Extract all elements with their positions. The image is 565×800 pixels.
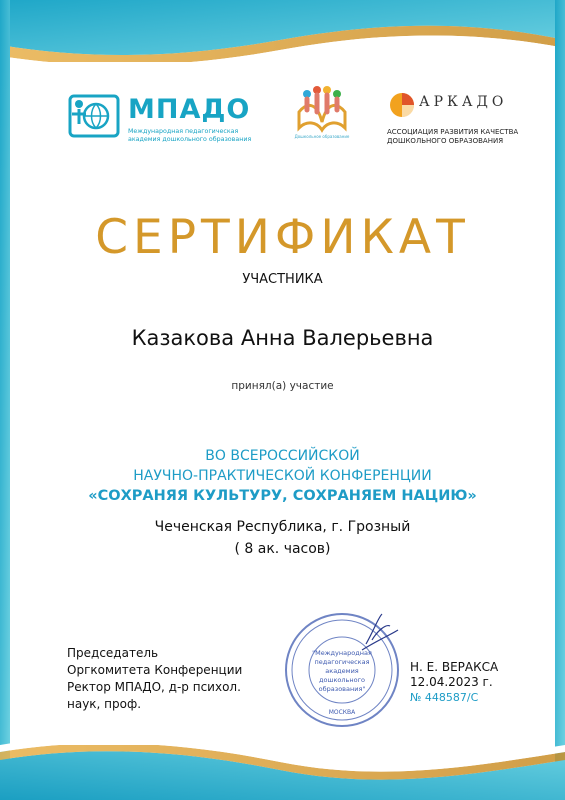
conference-line1: ВО ВСЕРОССИЙСКОЙ xyxy=(205,448,360,464)
certificate-number: № 448587/С xyxy=(410,691,479,704)
mpado-subtitle: Международная педагогическая академия дошкольного образования xyxy=(128,128,252,143)
issue-date: 12.04.2023 г. xyxy=(410,675,493,689)
mpado-globe-person-icon xyxy=(66,92,124,144)
stamp-city: МОСКВА xyxy=(328,709,356,716)
person-name: Казакова Анна Валерьевна xyxy=(131,326,434,350)
conference-name: «СОХРАНЯЯ КУЛЬТУРУ, СОХРАНЯЕМ НАЦИЮ» xyxy=(88,488,477,504)
stamp-line1: "Международная xyxy=(312,649,372,657)
stamp-line2: педагогическая xyxy=(314,658,370,666)
mpado-name: МПАДО xyxy=(128,94,251,125)
stamp-line5: образования" xyxy=(318,685,366,693)
official-stamp xyxy=(282,610,402,730)
conference-place: Чеченская Республика, г. Грозный xyxy=(154,519,411,535)
certificate-subtitle: УЧАСТНИКА xyxy=(242,272,323,287)
certificate-title: СЕРТИФИКАТ xyxy=(95,210,470,265)
mpado-logo xyxy=(66,92,261,147)
arkado-logo xyxy=(387,92,517,147)
middle-logo xyxy=(287,82,357,146)
people-book-icon xyxy=(287,82,357,134)
conference-hours: ( 8 ак. часов) xyxy=(234,541,331,557)
signatory-info xyxy=(410,660,498,705)
arkado-circle-icon xyxy=(389,92,415,118)
arkado-name: АРКАДО xyxy=(419,94,508,110)
logos-row xyxy=(0,82,565,152)
signatory-name: Н. Е. ВЕРАКСА xyxy=(410,660,499,674)
stamp-line3: академия xyxy=(325,667,359,675)
conference-line2: НАУЧНО-ПРАКТИЧЕСКОЙ КОНФЕРЕНЦИИ xyxy=(133,468,432,484)
stamp-line4: дошкольного xyxy=(319,676,365,684)
arkado-subtitle: АССОЦИАЦИЯ РАЗВИТИЯ КАЧЕСТВА ДОШКОЛЬНОГО ОБРАЗОВАНИЯ xyxy=(387,128,519,145)
middle-logo-subtitle: Дошкольное образование xyxy=(294,134,350,139)
signatory-title: Председатель Оргкомитета Конференции Ректор МПАДО, д-р психол. наук, проф. xyxy=(67,646,243,711)
took-part-text: принял(а) участие xyxy=(231,380,334,392)
